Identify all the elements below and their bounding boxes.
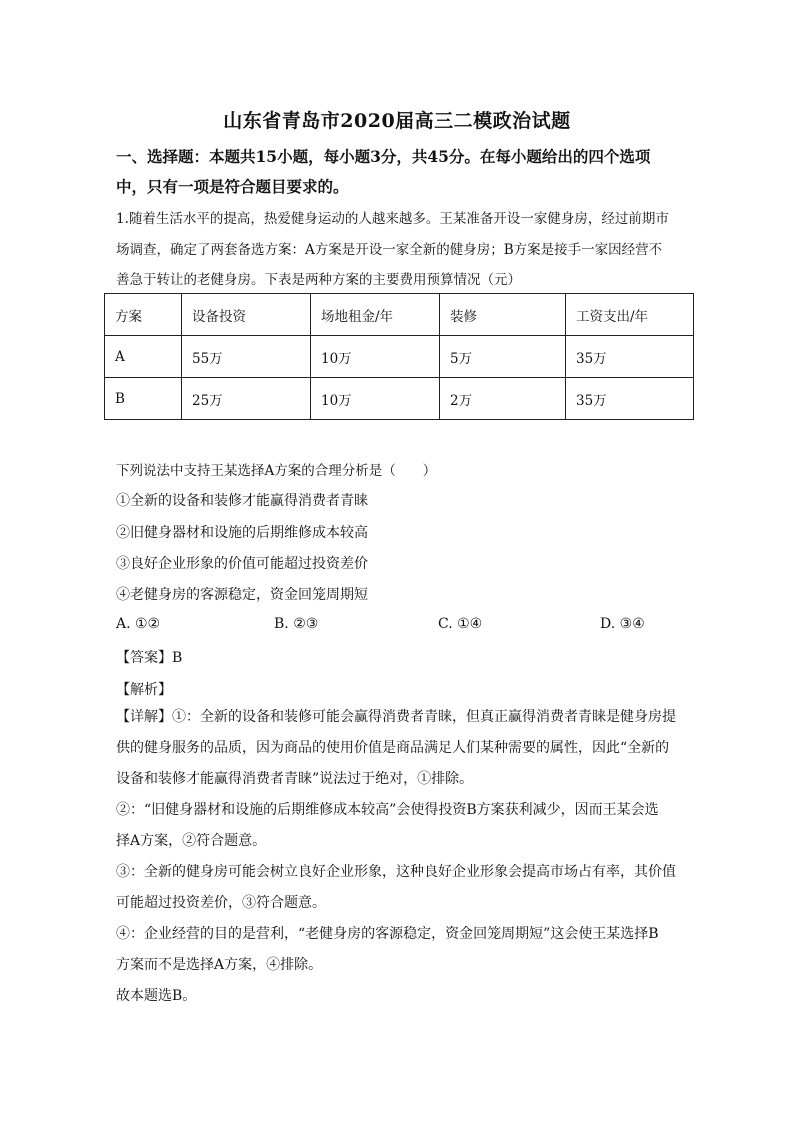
table-cell: 35万 <box>566 336 694 378</box>
statement-item: ①全新的设备和装修才能赢得消费者青睐 <box>116 493 368 509</box>
table-cell: 25万 <box>182 378 311 420</box>
table-header-cell: 装修 <box>440 294 566 336</box>
analysis-detail <box>116 702 686 1012</box>
table-cell: B <box>105 378 182 420</box>
analysis-line: 设备和装修才能赢得消费者青睐”说法过于绝对，①排除。 <box>116 771 474 787</box>
table-cell: 2万 <box>440 378 566 420</box>
analysis-line: ③：全新的健身房可能会树立良好企业形象，这种良好企业形象会提高市场占有率，其价值 <box>116 864 676 880</box>
question-stem-line: 场调查，确定了两套备选方案：A方案是开设一家全新的健身房；B方案是接手一家因经营不 <box>116 242 663 258</box>
table-header-row <box>105 294 694 336</box>
analysis-line: 供的健身服务的品质，因为商品的使用价值是商品满足人们某种需要的属性，因此“全新的 <box>116 740 670 756</box>
page-title: 山东省青岛市2020届高三二模政治试题 <box>223 110 571 132</box>
table-header-cell: 场地租金/年 <box>311 294 440 336</box>
analysis-line: ④：企业经营的目的是营利，“老健身房的客源稳定，资金回笼周期短”这会使王某选择B <box>116 926 659 942</box>
analysis-line: 【详解】①：全新的设备和装修可能会赢得消费者青睐，但真正赢得消费者青睐是健身房提 <box>116 709 676 725</box>
statement-item: ④老健身房的客源稳定，资金回笼周期短 <box>116 587 368 603</box>
choice-a: A. ①② <box>116 616 161 632</box>
choice-d: D. ③④ <box>600 616 645 632</box>
table-cell: 55万 <box>182 336 311 378</box>
budget-table <box>104 293 694 420</box>
section-heading <box>116 142 686 202</box>
analysis-label: 【解析】 <box>116 682 172 698</box>
question-prompt: 下列说法中支持王某选择A方案的合理分析是（ ） <box>116 463 437 479</box>
table-row <box>105 378 694 420</box>
section-heading-line: 中，只有一项是符合题目要求的。 <box>116 177 349 196</box>
statement-item: ②旧健身器材和设施的后期维修成本较高 <box>116 525 368 541</box>
analysis-line: 择A方案，②符合题意。 <box>116 833 267 849</box>
table-cell: 5万 <box>440 336 566 378</box>
table-header-cell: 设备投资 <box>182 294 311 336</box>
section-heading-line: 一、选择题：本题共15小题，每小题3分，共45分。在每小题给出的四个选项 <box>116 147 651 166</box>
analysis-line: ②：“旧健身器材和设施的后期维修成本较高”会使得投资B方案获利减少，因而王某会选 <box>116 802 659 818</box>
table-row <box>105 336 694 378</box>
table-header-cell: 工资支出/年 <box>566 294 694 336</box>
table-header-cell: 方案 <box>105 294 182 336</box>
choice-c: C. ①④ <box>438 616 483 632</box>
answer-label: 【答案】B <box>116 650 183 666</box>
table-cell: A <box>105 336 182 378</box>
analysis-line: 方案而不是选择A方案，④排除。 <box>116 957 323 973</box>
analysis-line: 故本题选B。 <box>116 988 197 1004</box>
table-cell: 10万 <box>311 336 440 378</box>
choice-b: B. ②③ <box>274 616 319 632</box>
question-stem-line: 1.随着生活水平的提高，热爱健身运动的人越来越多。王某准备开设一家健身房，经过前期市 <box>116 211 669 227</box>
analysis-line: 可能超过投资差价，③符合题意。 <box>116 895 326 911</box>
table-cell: 10万 <box>311 378 440 420</box>
table-cell: 35万 <box>566 378 694 420</box>
statement-item: ③良好企业形象的价值可能超过投资差价 <box>116 556 368 572</box>
question-stem-line: 善急于转让的老健身房。下表是两种方案的主要费用预算情况（元） <box>116 272 521 288</box>
